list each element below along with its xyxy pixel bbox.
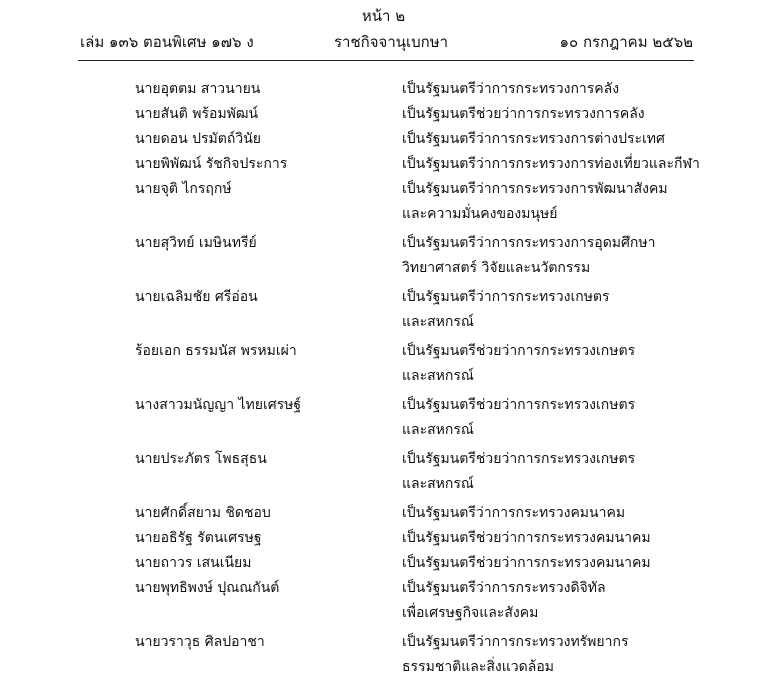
appointment-entry <box>0 526 767 551</box>
position-line: เป็นรัฐมนตรีว่าการกระทรวงเกษตร <box>402 289 610 305</box>
publication-title: ราชกิจจานุเบกษา <box>334 33 449 51</box>
minister-position <box>402 177 742 227</box>
appointment-entry <box>0 177 767 227</box>
appointment-entry <box>0 285 767 335</box>
position-line: และสหกรณ์ <box>402 422 474 438</box>
position-line: และสหกรณ์ <box>402 314 474 330</box>
position-line: เป็นรัฐมนตรีช่วยว่าการกระทรวงเกษตร <box>402 343 636 359</box>
minister-position <box>402 447 742 497</box>
minister-name: นายพิพัฒน์ รัชกิจประการ <box>135 156 288 172</box>
header-divider <box>78 60 694 61</box>
minister-name: นายจุติ ไกรฤกษ์ <box>135 181 232 197</box>
minister-position <box>402 102 742 127</box>
appointment-entry <box>0 339 767 389</box>
appointment-entry <box>0 231 767 281</box>
minister-name: นายศักดิ์สยาม ชิดชอบ <box>135 505 271 521</box>
minister-name: นายอธิรัฐ รัตนเศรษฐ <box>135 530 262 546</box>
appointment-entry <box>0 447 767 497</box>
appointment-entry <box>0 501 767 526</box>
minister-position <box>402 127 742 152</box>
appointment-entry <box>0 630 767 680</box>
position-line: และสหกรณ์ <box>402 476 474 492</box>
appointment-entry <box>0 551 767 576</box>
minister-name: นายถาวร เสนเนียม <box>135 555 252 571</box>
position-line: ธรรมชาติและสิ่งแวดล้อม <box>402 659 554 675</box>
position-line: เป็นรัฐมนตรีว่าการกระทรวงการอุดมศึกษา <box>402 235 656 251</box>
position-line: เป็นรัฐมนตรีว่าการกระทรวงการต่างประเทศ <box>402 131 665 147</box>
position-line: วิทยาศาสตร์ วิจัยและนวัตกรรม <box>402 260 591 276</box>
position-line: เป็นรัฐมนตรีช่วยว่าการกระทรวงเกษตร <box>402 397 636 413</box>
appointment-entry <box>0 127 767 152</box>
volume-issue: เล่ม ๑๓๖ ตอนพิเศษ ๑๗๖ ง <box>80 33 254 51</box>
minister-name: นายสุวิทย์ เมษินทรีย์ <box>135 235 257 251</box>
position-line: เป็นรัฐมนตรีว่าการกระทรวงการคลัง <box>402 81 620 97</box>
position-line: เป็นรัฐมนตรีว่าการกระทรวงคมนาคม <box>402 505 626 521</box>
publication-date: ๑๐ กรกฎาคม ๒๕๖๒ <box>559 33 693 51</box>
appointment-entry <box>0 77 767 102</box>
appointment-entry <box>0 576 767 626</box>
position-line: เป็นรัฐมนตรีช่วยว่าการกระทรวงการคลัง <box>402 106 645 122</box>
minister-position <box>402 339 742 389</box>
position-line: เป็นรัฐมนตรีช่วยว่าการกระทรวงคมนาคม <box>402 555 651 571</box>
minister-name: นายสันติ พร้อมพัฒน์ <box>135 106 259 122</box>
position-line: และความมั่นคงของมนุษย์ <box>402 206 558 222</box>
minister-position <box>402 231 742 281</box>
minister-position <box>402 152 742 177</box>
position-line: เพื่อเศรษฐกิจและสังคม <box>402 605 539 621</box>
position-line: เป็นรัฐมนตรีช่วยว่าการกระทรวงเกษตร <box>402 451 636 467</box>
position-line: และสหกรณ์ <box>402 368 474 384</box>
minister-name: นายวราวุธ ศิลปอาชา <box>135 634 265 650</box>
appointment-entry <box>0 152 767 177</box>
minister-position <box>402 526 742 551</box>
minister-position <box>402 551 742 576</box>
minister-name: นายประภัตร โพธสุธน <box>135 451 267 467</box>
appointment-entry <box>0 393 767 443</box>
appointment-entry <box>0 102 767 127</box>
minister-position <box>402 285 742 335</box>
minister-position <box>402 630 742 680</box>
minister-name: นายดอน ปรมัตถ์วินัย <box>135 131 261 147</box>
minister-name: ร้อยเอก ธรรมนัส พรหมเผ่า <box>135 343 297 359</box>
minister-name: นายอุตตม สาวนายน <box>135 81 261 97</box>
minister-name: นายเฉลิมชัย ศรีอ่อน <box>135 289 258 305</box>
appointment-list <box>0 77 767 684</box>
minister-position <box>402 77 742 102</box>
position-line: เป็นรัฐมนตรีว่าการกระทรวงดิจิทัล <box>402 580 606 596</box>
minister-position <box>402 393 742 443</box>
page-number: หน้า ๒ <box>361 7 406 25</box>
minister-position <box>402 501 742 526</box>
position-line: เป็นรัฐมนตรีช่วยว่าการกระทรวงคมนาคม <box>402 530 651 546</box>
minister-position <box>402 576 742 626</box>
minister-name: นายพุทธิพงษ์ ปุณณกันต์ <box>135 580 280 596</box>
position-line: เป็นรัฐมนตรีว่าการกระทรวงทรัพยากร <box>402 634 629 650</box>
position-line: เป็นรัฐมนตรีว่าการกระทรวงการพัฒนาสังคม <box>402 181 668 197</box>
minister-name: นางสาวมนัญญา ไทยเศรษฐ์ <box>135 397 302 413</box>
position-line: เป็นรัฐมนตรีว่าการกระทรวงการท่องเที่ยวและกีฬา <box>402 156 700 172</box>
